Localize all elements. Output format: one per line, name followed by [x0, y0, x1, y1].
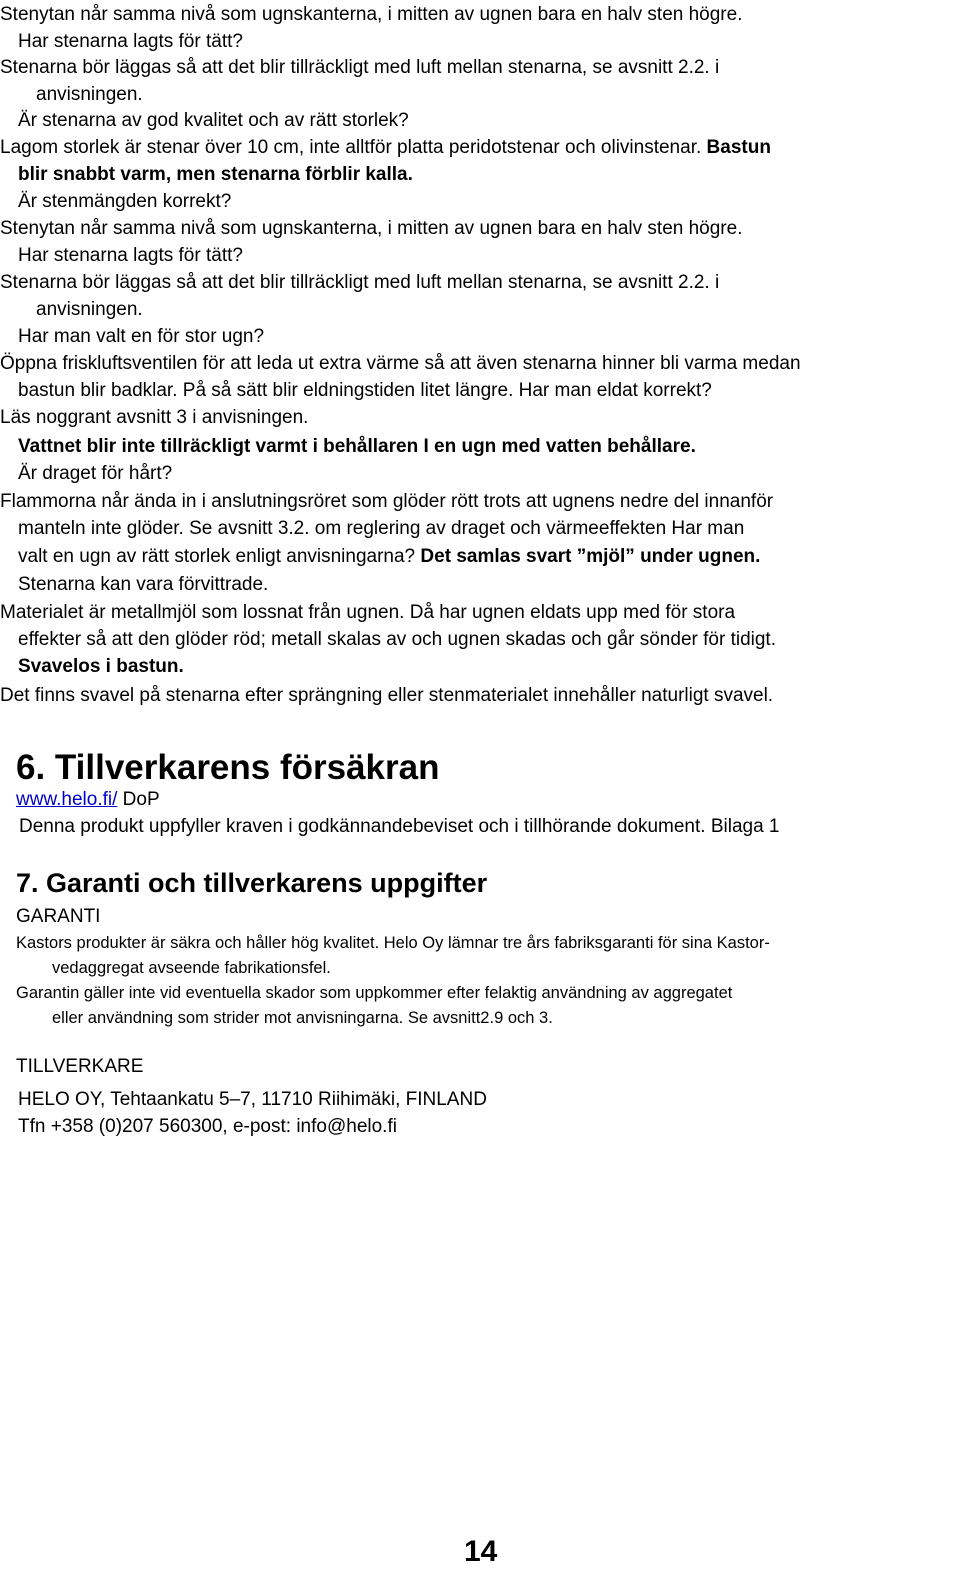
question-line: Har stenarna lagts för tätt? — [18, 31, 243, 52]
text-line: manteln inte glöder. Se avsnitt 3.2. om reglering av draget och värmeeffekten Har man — [18, 518, 745, 539]
text-line — [0, 135, 771, 161]
text-line: Materialet är metallmjöl som lossnat från ugnen. Då har ugnen eldats upp med för stora — [0, 602, 736, 623]
text-line: Stenarna bör läggas så att det blir tillräckligt med luft mellan stenarna, se avsnitt 2.2. i — [0, 57, 720, 78]
dop-line — [16, 787, 160, 813]
guarantee-label: GARANTI — [16, 906, 101, 927]
question-text: valt en ugn av rätt storlek enligt anvisningarna? — [18, 546, 416, 567]
problem-heading: blir snabbt varm, men stenarna förblir kalla. — [18, 164, 413, 185]
dop-label: DoP — [117, 789, 160, 810]
guarantee-text: eller användning som strider mot anvisningarna. Se avsnitt2.9 och 3. — [52, 1009, 553, 1027]
section-6-heading: 6. Tillverkarens försäkran — [16, 748, 440, 787]
question-line: Är stenmängden korrekt? — [18, 191, 232, 212]
guarantee-text: Garantin gäller inte vid eventuella skador som uppkommer efter felaktig användning av aggregatet — [16, 984, 733, 1002]
text-line: Stenytan når samma nivå som ugnskanterna, i mitten av ugnen bara en halv sten högre. — [0, 218, 743, 239]
helo-website-link[interactable]: www.helo.fi/ — [16, 789, 118, 810]
declaration-text: Denna produkt uppfyller kraven i godkännandebeviset och i tillhörande dokument. Bilaga 1 — [19, 816, 780, 837]
problem-heading: Svavelos i bastun. — [18, 656, 184, 677]
text-line: Det finns svavel på stenarna efter sprängning eller stenmaterialet innehåller naturligt svavel. — [0, 685, 774, 706]
text-line — [18, 544, 760, 570]
question-line: Har stenarna lagts för tätt? — [18, 245, 243, 266]
problem-heading: Bastun — [706, 137, 771, 158]
manufacturer-address: HELO OY, Tehtaankatu 5–7, 11710 Riihimäki, FINLAND — [18, 1089, 487, 1110]
problem-heading: Det samlas svart ”mjöl” under ugnen. — [420, 546, 761, 567]
text-line: Flammorna når ända in i anslutningsröret som glöder rött trots att ugnens nedre del innanför — [0, 491, 774, 512]
text-line: Läs noggrant avsnitt 3 i anvisningen. — [0, 407, 309, 428]
question-line: Är draget för hårt? — [18, 463, 173, 484]
page-number: 14 — [464, 1535, 498, 1568]
text-line: Stenarna bör läggas så att det blir tillräckligt med luft mellan stenarna, se avsnitt 2.2. i — [0, 272, 720, 293]
text-line: bastun blir badklar. På så sätt blir eldningstiden litet längre. Har man eldat korrekt? — [18, 380, 712, 401]
text-line: Stenytan når samma nivå som ugnskanterna, i mitten av ugnen bara en halv sten högre. — [0, 4, 743, 25]
question-line: Har man valt en för stor ugn? — [18, 326, 265, 347]
text-line: anvisningen. — [36, 84, 143, 105]
guarantee-text: Kastors produkter är säkra och håller hög kvalitet. Helo Oy lämnar tre års fabriksgaranti för sina Kastor- — [16, 934, 770, 952]
question-line: Stenarna kan vara förvittrade. — [18, 574, 269, 595]
answer-text: Lagom storlek är stenar över 10 cm, inte alltför platta peridotstenar och olivinstenar. — [0, 137, 702, 158]
guarantee-text: vedaggregat avseende fabrikationsfel. — [52, 959, 331, 977]
question-line: Är stenarna av god kvalitet och av rätt storlek? — [18, 110, 409, 131]
section-7-heading: 7. Garanti och tillverkarens uppgifter — [16, 868, 488, 898]
text-line: effekter så att den glöder röd; metall skalas av och ugnen skadas och går sönder för tidigt. — [18, 629, 776, 650]
text-line: anvisningen. — [36, 299, 143, 320]
text-line: Öppna friskluftsventilen för att leda ut extra värme så att även stenarna hinner bli varma medan — [0, 353, 801, 374]
manufacturer-label: TILLVERKARE — [16, 1056, 144, 1077]
manufacturer-contact: Tfn +358 (0)207 560300, e-post: info@helo.fi — [18, 1116, 397, 1137]
problem-heading: Vattnet blir inte tillräckligt varmt i behållaren I en ugn med vatten behållare. — [18, 436, 696, 457]
